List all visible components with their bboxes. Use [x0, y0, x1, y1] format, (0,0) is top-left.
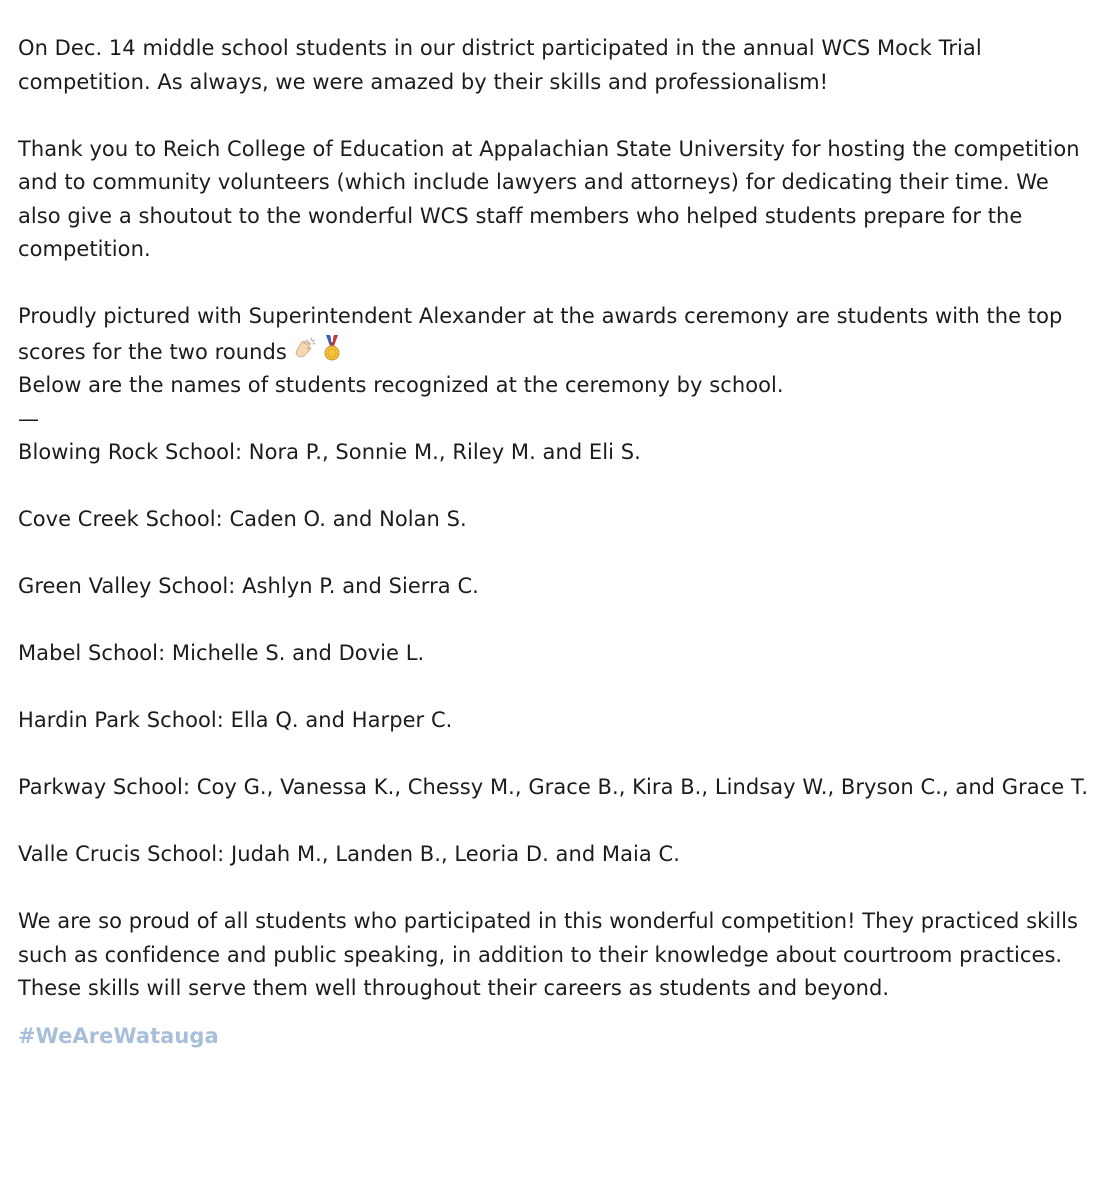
- school-list-item: Mabel School: Michelle S. and Dovie L.: [18, 641, 425, 665]
- medal-icon: [321, 334, 343, 362]
- pictured-paragraph: [18, 300, 1098, 369]
- pictured-text: Proudly pictured with Superintendent Alexander at the awards ceremony are students with the top scores for the two rounds: [18, 304, 1063, 364]
- clapping-hands-icon: [291, 336, 317, 362]
- post-body: [18, 32, 1098, 1053]
- school-list-item: Blowing Rock School: Nora P., Sonnie M., Riley M. and Eli S.: [18, 440, 641, 464]
- closing-paragraph: We are so proud of all students who participated in this wonderful competition! They practiced skills such as confidence and public speaking, in addition to their knowledge about courtroom practices. These skills will serve them well throughout their careers as students and beyond.: [18, 909, 1078, 1000]
- separator: —: [18, 406, 40, 431]
- school-list-item: Valle Crucis School: Judah M., Landen B., Leoria D. and Maia C.: [18, 842, 680, 866]
- intro-paragraph: On Dec. 14 middle school students in our district participated in the annual WCS Mock Trial competition. As always, we were amazed by their skills and professionalism!: [18, 36, 982, 94]
- school-list-item: Hardin Park School: Ella Q. and Harper C.: [18, 708, 453, 732]
- school-list-item: Green Valley School: Ashlyn P. and Sierra C.: [18, 574, 479, 598]
- school-list-item: Parkway School: Coy G., Vanessa K., Chessy M., Grace B., Kira B., Lindsay W., Bryson C., and Grace T.: [18, 775, 1089, 799]
- thanks-paragraph: Thank you to Reich College of Education at Appalachian State University for hosting the competition and to community volunteers (which include lawyers and attorneys) for dedicating their time. We also give a shoutout to the wonderful WCS staff members who helped students prepare for the competition.: [18, 136, 1080, 261]
- hashtag-link[interactable]: #WeAreWatauga: [18, 1023, 219, 1048]
- below-names-line: Below are the names of students recognized at the ceremony by school.: [18, 373, 784, 397]
- school-list-item: Cove Creek School: Caden O. and Nolan S.: [18, 507, 467, 531]
